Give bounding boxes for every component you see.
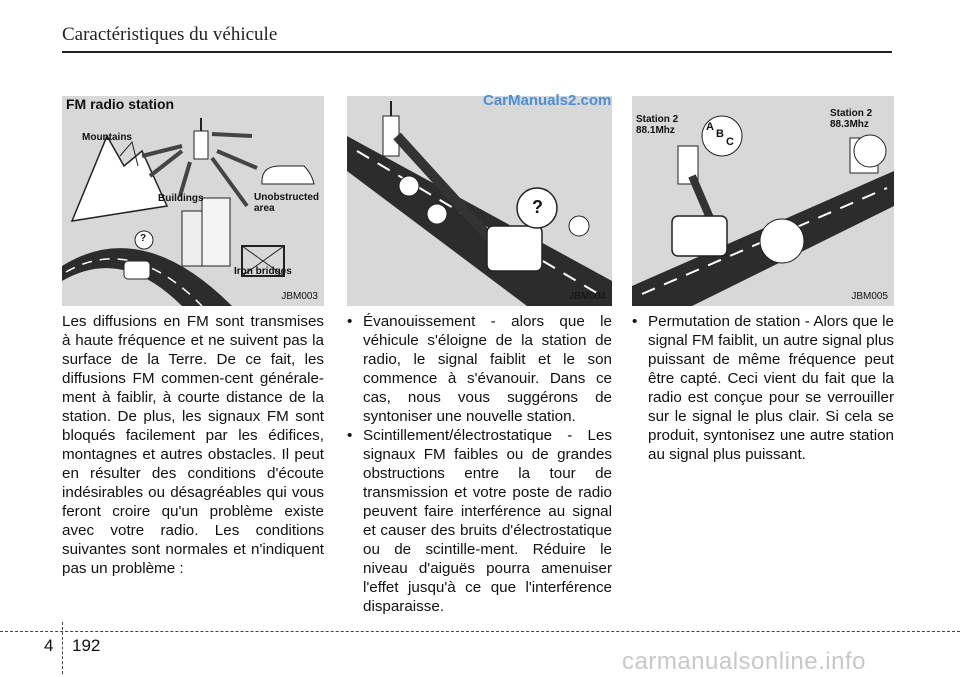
footer-rule: [0, 631, 960, 632]
label-freq-right: 88.3Mhz: [830, 119, 869, 130]
chapter-number: 4: [44, 636, 54, 655]
column-right: [632, 312, 894, 464]
label-c: C: [726, 136, 734, 148]
label-unobstructed: Unobstructed area: [254, 192, 319, 214]
paragraph-intro: Les diffusions en FM sont transmises à haute fréquence et ne suivent pas la surface de la Terre. De ce fait, les diffusions FM commen-cent générale-ment à faiblir, à courte distance de la station. De plus, les signaux FM sont bloqués facilement par les édifices, montagnes et autres obstacles. Il peut en résulter des conditions d'écoute indésirables ou désagréables qui vous feront croire qu'un problème existe avec votre radio. Les conditions suivantes sont normales et n'indiquent pas un problème :: [62, 313, 324, 577]
label-freq-left: 88.1Mhz: [636, 125, 675, 136]
label-question: ?: [140, 233, 147, 244]
figure-station-swapping: [632, 96, 894, 306]
label-station-left: Station 2: [636, 114, 679, 125]
bullet-station-swap: • Permutation de station - Alors que le signal FM faiblit, un autre signal plus puissant de même fréquence peut être capté. Ceci vient du fait que la radio est conçue pour se verrouiller sur le signal le plus clair. Si cela se produit, syntonisez une autre station au signal plus puissant.: [632, 312, 894, 464]
site-watermark[interactable]: carmanualsonline.info: [622, 648, 866, 675]
label-buildings: Buildings: [158, 193, 204, 204]
column-left: [62, 312, 324, 578]
label-question: ?: [532, 197, 543, 217]
label-a: A: [706, 121, 714, 133]
figure-code: JBM003: [281, 291, 318, 302]
label-iron-bridges: Iron bridges: [234, 266, 292, 277]
header-rule: [62, 51, 892, 53]
page-number: 192: [72, 636, 101, 655]
label-station-right: Station 2: [830, 108, 873, 119]
figure-fm-radio-station: [62, 96, 324, 306]
label-mountains: Mountains: [82, 132, 132, 143]
bullet-fading: • Évanouissement - alors que le véhicule s'éloigne de la station de radio, le signal faiblit et le son commence à s'évanouir. Dans ce cas, nous vous suggérons de syntoniser une nouvelle station.: [347, 312, 612, 426]
footer-divider: [62, 622, 63, 674]
label-b: B: [716, 128, 724, 140]
figure-code: JBM004: [569, 291, 606, 302]
bullet-static: • Scintillement/électrostatique - Les signaux FM faibles ou de grandes obstructions entre la tour de transmission et votre poste de radio peuvent faire interférence au signal et causer des bruits d'électrostatique ou de scintille-ment. Réduire le niveau d'aiguës pourra amenuiser l'effet jusqu'à ce que l'interférence disparaisse.: [347, 426, 612, 616]
figure-code: JBM005: [851, 291, 888, 302]
column-middle: [347, 312, 612, 616]
fading-illustration: [347, 96, 612, 306]
figure-fading: [347, 96, 612, 306]
figure-title: FM radio station: [66, 96, 175, 112]
page-header-title: Caractéristiques du véhicule: [62, 24, 278, 45]
watermark[interactable]: CarManuals2.com: [483, 92, 612, 109]
